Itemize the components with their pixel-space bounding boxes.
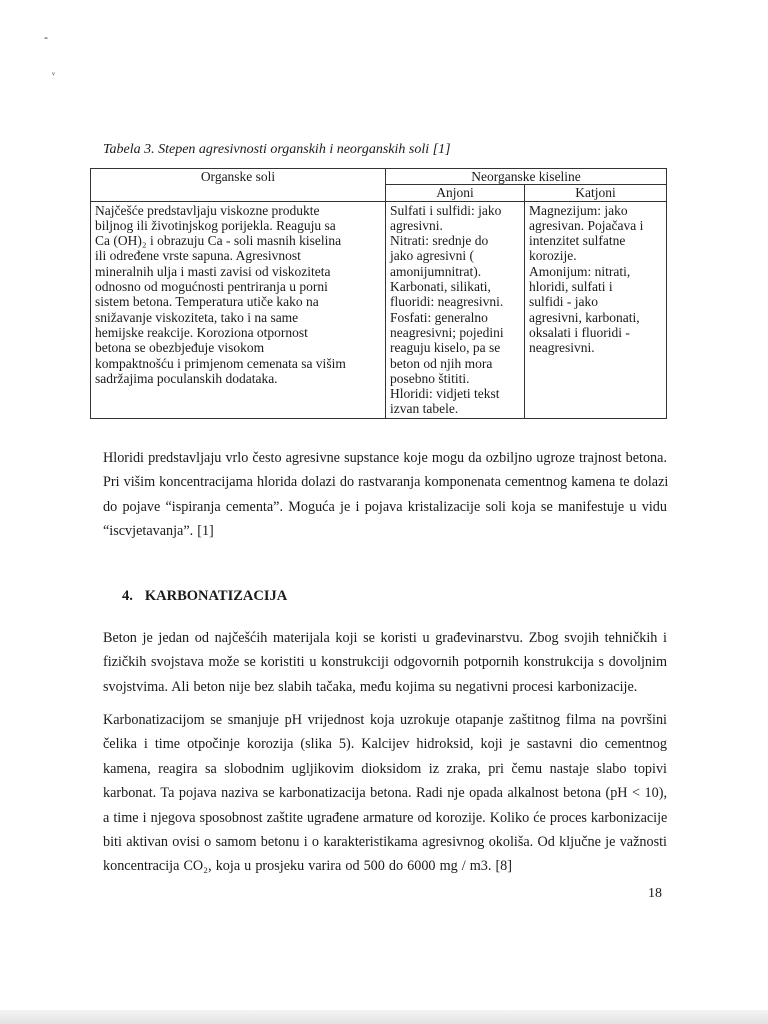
cell-line: fluoridi: neagresivni. (390, 294, 504, 310)
cell-kationi (525, 201, 667, 418)
cell-line: agresivni. (390, 217, 443, 233)
scan-mark-dash: - (44, 30, 48, 44)
cell-line: Ca (OH)₂ i obrazuju Ca - soli masnih kiselina (95, 233, 342, 249)
paragraph-karbonatizacija (103, 708, 667, 879)
cell-line: biljnog ili životinjskog porijekla. Reaguju sa (95, 217, 336, 233)
paragraph-hloridi (103, 446, 667, 544)
text-line: Hloridi predstavljaju vrlo često agresivne supstance koje mogu da ozbiljno ugroze trajnost betona. (103, 450, 667, 466)
scan-page-edge (0, 1010, 768, 1024)
header-neorganske-kiseline: Neorganske kiseline (386, 169, 667, 185)
cell-line: intenzitet sulfatne (529, 233, 626, 249)
cell-line: sulfidi - jako (529, 294, 598, 310)
text-line: svojstvima. Ali beton nije bez slabih tačaka, među kojima su negativni procesi karbonizacije. (103, 678, 638, 695)
cell-line: Hloridi: vidjeti tekst (390, 386, 500, 402)
text-line: Karbonatizacijom se smanjuje pH vrijednost koja uzrokuje otapanje zaštitnog filma na površini (103, 712, 667, 728)
cell-organske-soli (91, 201, 386, 418)
text-line: čelika i time otpočinje korozija (slika 5). Kalcijev hidroksid, koji je sastavni dio cementnog (103, 736, 667, 753)
cell-line: korozije. (529, 248, 577, 264)
cell-line: sadržajima poculanskih dodataka. (95, 370, 278, 386)
cell-line: neagresivni. (529, 340, 595, 356)
text-line: “iscvjetavanja”. [1] (103, 523, 214, 540)
paragraph-beton (103, 626, 667, 699)
text-line: kamena, reagira sa slobodnim ugljikovim dioksidom iz zraka, pri čemu nastaje slabo topivi (103, 760, 667, 777)
cell-line: Amonijum: nitrati, (529, 263, 631, 279)
cell-line: jako agresivni ( (390, 248, 474, 264)
cell-line: betona se obezbjeđuje visokom (95, 340, 265, 356)
section-number: 4. (122, 588, 133, 604)
cell-line: izvan tabele. (390, 401, 459, 417)
scan-mark-tick: ᵛ (52, 70, 55, 81)
cell-line: hloridi, sulfati i (529, 279, 613, 295)
cell-line: kompaktnošću i primjenom cemenata sa višim (95, 355, 346, 371)
cell-line: sistem betona. Temperatura utiče kako na (95, 294, 319, 310)
text-line: karbonat. Ta pojava naziva se karbonatizacija betona. Radi nje opada alkalnost betona (pH < 10), (103, 785, 667, 802)
cell-line: neagresivni; pojedini (390, 324, 504, 340)
cell-line: amonijumnitrat). (390, 263, 482, 279)
cell-line: oksalati i fluoridi - (529, 324, 630, 340)
section-title: KARBONATIZACIJA (144, 588, 288, 604)
text-line: Pri višim koncentracijama hlorida dolazi do rastvaranja komponenata cementnog kamena te dolazi (103, 474, 669, 491)
text-line: koncentracija CO₂, koja u prosjeku varira od 500 do 6000 mg / m3. [8] (103, 858, 513, 875)
cell-line: Najčešće predstavljaju viskozne produkte (95, 202, 320, 218)
cell-line: beton od njih mora (390, 355, 493, 371)
cell-line: Fosfati: generalno (390, 309, 488, 325)
cell-line: Karbonati, silikati, (390, 279, 491, 295)
salts-aggressiveness-table (90, 168, 667, 419)
cell-line: hemijske reakcije. Koroziona otpornost (95, 324, 308, 340)
cell-line: ili određene vrste sapuna. Agresivnost (95, 248, 301, 264)
text-line: biti aktivan ovisi o samom betonu i o karakteristikama agresivnog okoliša. Od ključne je važnosti (103, 834, 667, 851)
cell-line: snižavanje viskoziteta, tako i na same (95, 309, 299, 325)
header-kationi: Katjoni (525, 185, 667, 201)
header-anioni: Anjoni (386, 185, 525, 201)
cell-line: Sulfati i sulfidi: jako (390, 202, 502, 218)
page-number: 18 (648, 886, 662, 901)
cell-anioni (386, 201, 525, 418)
cell-line: Nitrati: srednje do (390, 233, 489, 249)
table-caption: Tabela 3. Stepen agresivnosti organskih i neorganskih soli [1] (103, 142, 451, 157)
text-line: Beton je jedan od najčešćih materijala koji se koristi u građevinarstvu. Zbog svojih tehničkih i (103, 630, 667, 646)
header-organske-soli: Organske soli (91, 169, 386, 202)
cell-line: agresivan. Pojačava i (529, 217, 644, 233)
text-line: do pojave “ispiranja cementa”. Moguća je i pojava kristalizacije soli koja se manifestuje u vidu (103, 498, 667, 515)
cell-line: reaguju kiselo, pa se (390, 340, 501, 356)
cell-line: mineralnih ulja i masti zavisi od viskoziteta (95, 263, 331, 279)
cell-line: agresivni, karbonati, (529, 309, 640, 325)
cell-line: odnosno od mogućnosti pentriranja u porni (95, 279, 328, 295)
section-heading (122, 588, 287, 605)
cell-line: posebno štititi. (390, 370, 470, 386)
text-line: a time i njegova sposobnost zaštite ugrađene armature od korozije. Koliko će proces karbonizacije (103, 809, 668, 826)
text-line: fizičkih svojstava može se koristiti u konstrukciji odgovornih potpornih konstrukcija s dovoljnim (103, 654, 667, 671)
cell-line: Magnezijum: jako (529, 202, 628, 218)
